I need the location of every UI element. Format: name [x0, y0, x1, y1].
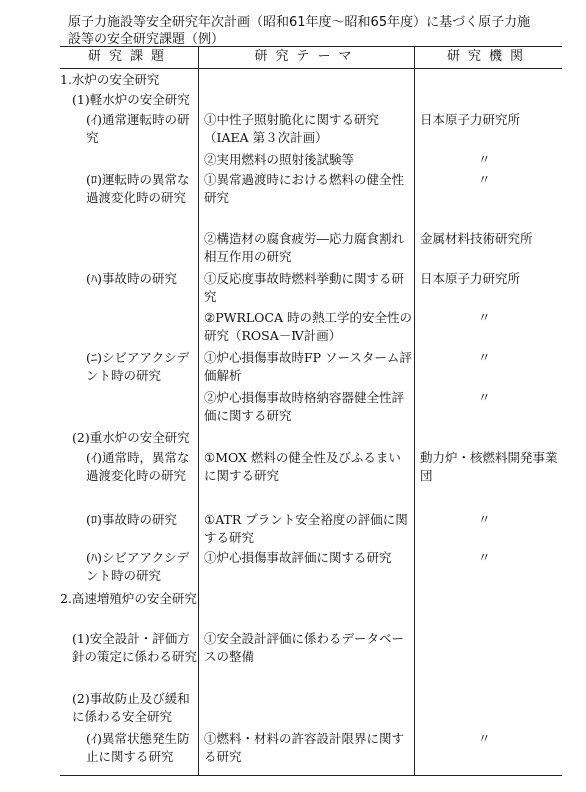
- topic-hwr-severe-accident: (ﾊ)シビアアクシデント時の研究: [86, 550, 190, 583]
- topic-normal-operation: (ｲ)通常運転時の研究: [86, 112, 190, 145]
- theme-design-limits: ①燃料・材料の許容設計限界に関する研究: [204, 731, 405, 764]
- topic-lwr: (1)軽水炉の安全研究: [72, 92, 190, 107]
- theme-post-irradiation: ②実用燃料の照射後試験等: [204, 152, 355, 167]
- org-ditto-6: 〃: [478, 512, 491, 527]
- theme-pwr-loca: ②PWRLOCA 時の熱工学的安全性の研究（ROSA－Ⅳ計画）: [204, 310, 412, 343]
- topic-safety-design: (1)安全設計・評価方針の策定に係わる研究: [72, 631, 198, 664]
- topic-section-2: 2.高速増殖炉の安全研究: [60, 591, 197, 606]
- column-divider-2: [414, 46, 415, 775]
- column-divider-1: [198, 46, 199, 775]
- topic-accident-prevention: (2)事故防止及び緩和に係わる安全研究: [72, 691, 190, 724]
- topic-accident: (ﾊ)事故時の研究: [86, 271, 178, 286]
- org-ditto-1: 〃: [478, 152, 491, 167]
- org-ditto-2: 〃: [478, 172, 491, 187]
- org-jaeri-1: 日本原子力研究所: [420, 112, 521, 127]
- topic-hwr: (2)重水炉の安全研究: [72, 430, 190, 445]
- topic-abnormal-prevention: (ｲ)異常状態発生防止に関する研究: [86, 731, 190, 764]
- title-line-2: 設等の安全研究課題（例）: [68, 32, 225, 47]
- header-theme: 研究テーマ: [254, 49, 360, 64]
- theme-fuel-integrity: ①異常過渡時における燃料の健全性研究: [204, 172, 405, 205]
- org-ditto-4: 〃: [478, 350, 491, 365]
- org-pnc: 動力炉・核燃料開発事業団: [420, 450, 558, 483]
- org-jaeri-2: 日本原子力研究所: [420, 271, 521, 286]
- header-topic: 研究課題: [87, 49, 172, 64]
- topic-hwr-accident: (ﾛ)事故時の研究: [86, 512, 178, 527]
- table-bottom-rule: [60, 775, 562, 776]
- document-title: [68, 14, 548, 48]
- topic-transient: (ﾛ)運転時の異常な過渡変化時の研究: [86, 172, 190, 205]
- theme-mox-fuel: ①MOX 燃料の健全性及びふるまいに関する研究: [204, 450, 401, 483]
- org-ditto-5: 〃: [478, 390, 491, 405]
- topic-hwr-normal-transient: (ｲ)通常時，異常な過渡変化時の研究: [86, 450, 190, 483]
- title-line-1: 原子力施設等安全研究年次計画（昭和61年度～昭和65年度）に基づく原子力施: [68, 15, 531, 30]
- table-header-rule: [60, 68, 562, 69]
- theme-atr-safety-margin: ①ATR プラント安全裕度の評価に関する研究: [204, 512, 408, 545]
- theme-database: ①安全設計評価に係わるデータベースの整備: [204, 631, 405, 664]
- org-ditto-7: 〃: [478, 550, 491, 565]
- theme-fp-source-term: ①炉心損傷事故時FP ソースターム評価解析: [204, 350, 412, 383]
- theme-reactivity-accident: ①反応度事故時燃料挙動に関する研究: [204, 271, 405, 304]
- theme-corrosion-fatigue: ②構造材の腐食疲労―応力腐食割れ相互作用の研究: [204, 231, 405, 264]
- table-top-rule: [60, 46, 562, 47]
- org-nrim: 金属材料技術研究所: [420, 231, 533, 246]
- theme-neutron-embrittlement: ①中性子照射脆化に関する研究（IAEA 第３次計画）: [204, 112, 380, 145]
- theme-containment-integrity: ②炉心損傷事故時格納容器健全性評価に関する研究: [204, 390, 405, 423]
- header-org: 研究機関: [446, 49, 531, 64]
- org-ditto-3: 〃: [478, 310, 491, 325]
- org-ditto-8: 〃: [478, 731, 491, 746]
- topic-severe-accident: (ﾆ)シビアアクシデント時の研究: [86, 350, 190, 383]
- theme-core-damage: ①炉心損傷事故評価に関する研究: [204, 550, 392, 565]
- topic-section-1: 1.水炉の安全研究: [60, 72, 160, 87]
